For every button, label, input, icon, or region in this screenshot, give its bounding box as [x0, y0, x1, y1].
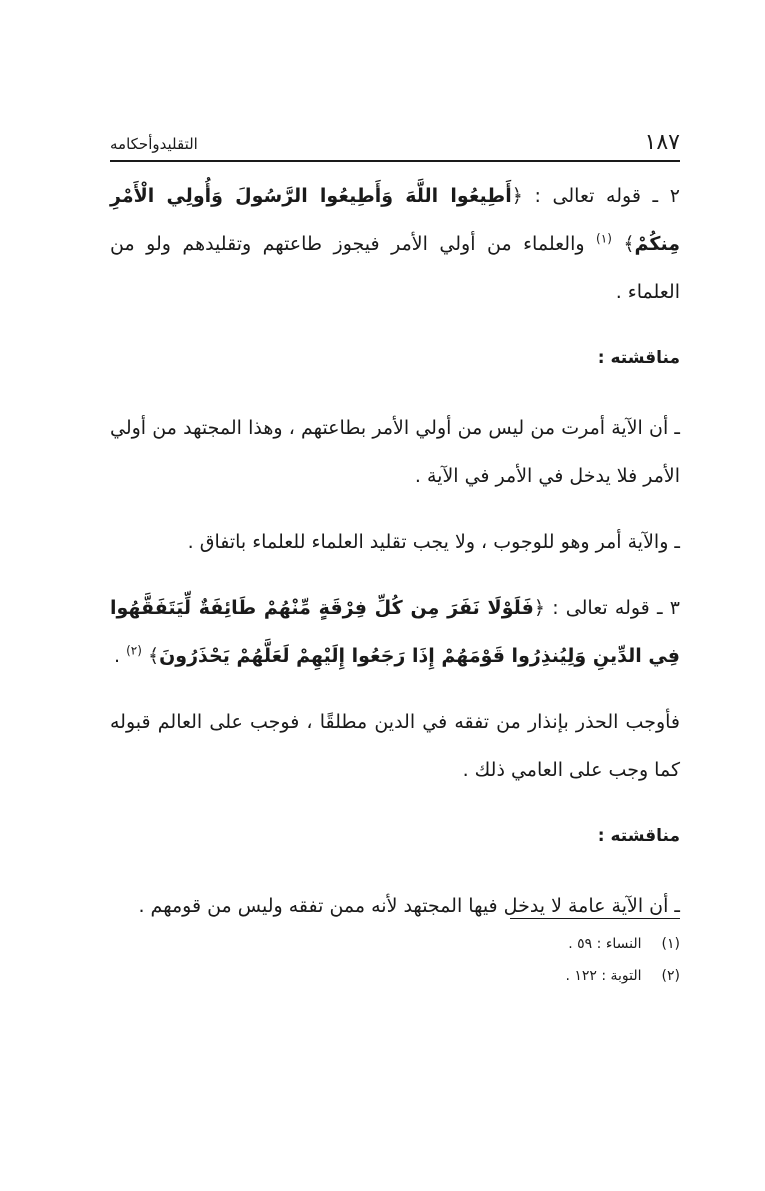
quran-verse-nisa: أَطِيعُوا اللَّهَ وَأَطِيعُوا الرَّسُولَ وَأُولِي الْأَمْرِ مِنكُمْ [110, 185, 680, 255]
discussion-heading-1: مناقشته : [597, 348, 680, 368]
footnote-2 [110, 960, 680, 992]
footnote-text: النساء : ٥٩ . [568, 936, 642, 952]
footnotes [110, 928, 680, 992]
footnote-rule [510, 918, 680, 919]
footnote-1 [110, 928, 680, 960]
evidence-3-end: . [113, 645, 121, 667]
footnote-number: (١) [661, 936, 680, 952]
paragraph-evidence-3 [110, 584, 680, 680]
discussion-heading-2: مناقشته : [597, 826, 680, 846]
main-text [110, 172, 680, 948]
header-rule [110, 160, 680, 162]
evidence-2-text: والعلماء من أولي الأمر فيجوز طاعتهم وتقليدهم ولو من العلماء . [110, 233, 680, 303]
evidence-2-intro: ٢ ـ قوله تعالى : [534, 185, 680, 207]
running-title: التقليدوأحكامه [110, 135, 198, 153]
quran-close-bracket: ﴾ [147, 645, 160, 667]
footnote-text: التوبة : ١٢٢ . [565, 968, 642, 984]
quran-open-bracket: ﴿ [533, 597, 545, 619]
evidence-3-intro: ٣ ـ قوله تعالى : [552, 597, 680, 619]
quran-close-bracket: ﴾ [623, 233, 635, 255]
paragraph-discussion-1a: ـ أن الآية أمرت من ليس من أولي الأمر بطاعتهم ، وهذا المجتهد من أولي الأمر فلا يدخل في الأمر في الآية . [110, 417, 680, 487]
paragraph-evidence-3-explanation: فأوجب الحذر بإنذار من تفقه في الدين مطلقًا ، فوجب على العالم قبوله كما وجب على العامي ذلك . [110, 711, 680, 781]
quran-open-bracket: ﴿ [511, 185, 523, 207]
paragraph-evidence-2 [110, 172, 680, 316]
quran-verse-tawbah: فَلَوْلَا نَفَرَ مِن كُلِّ فِرْقَةٍ مِّنْهُمْ طَائِفَةٌ لِّيَتَفَقَّهُوا فِي الدِّينِ وَلِيُنذِرُوا قَوْمَهُمْ إِذَا رَجَعُوا إِلَيْهِمْ لَعَلَّهُمْ يَحْذَرُونَ [110, 597, 680, 667]
footnote-ref-2: (٢) [126, 643, 142, 658]
page-number: ١٨٧ [644, 130, 680, 155]
footnote-ref-1: (١) [596, 231, 612, 246]
paragraph-discussion-1b: ـ والآية أمر وهو للوجوب ، ولا يجب تقليد العلماء للعلماء باتفاق . [187, 531, 680, 553]
page-header [110, 128, 680, 162]
paragraph-discussion-2: ـ أن الآية عامة لا يدخل فيها المجتهد لأنه ممن تفقه وليس من قومهم . [138, 895, 680, 917]
footnote-number: (٢) [661, 968, 680, 984]
